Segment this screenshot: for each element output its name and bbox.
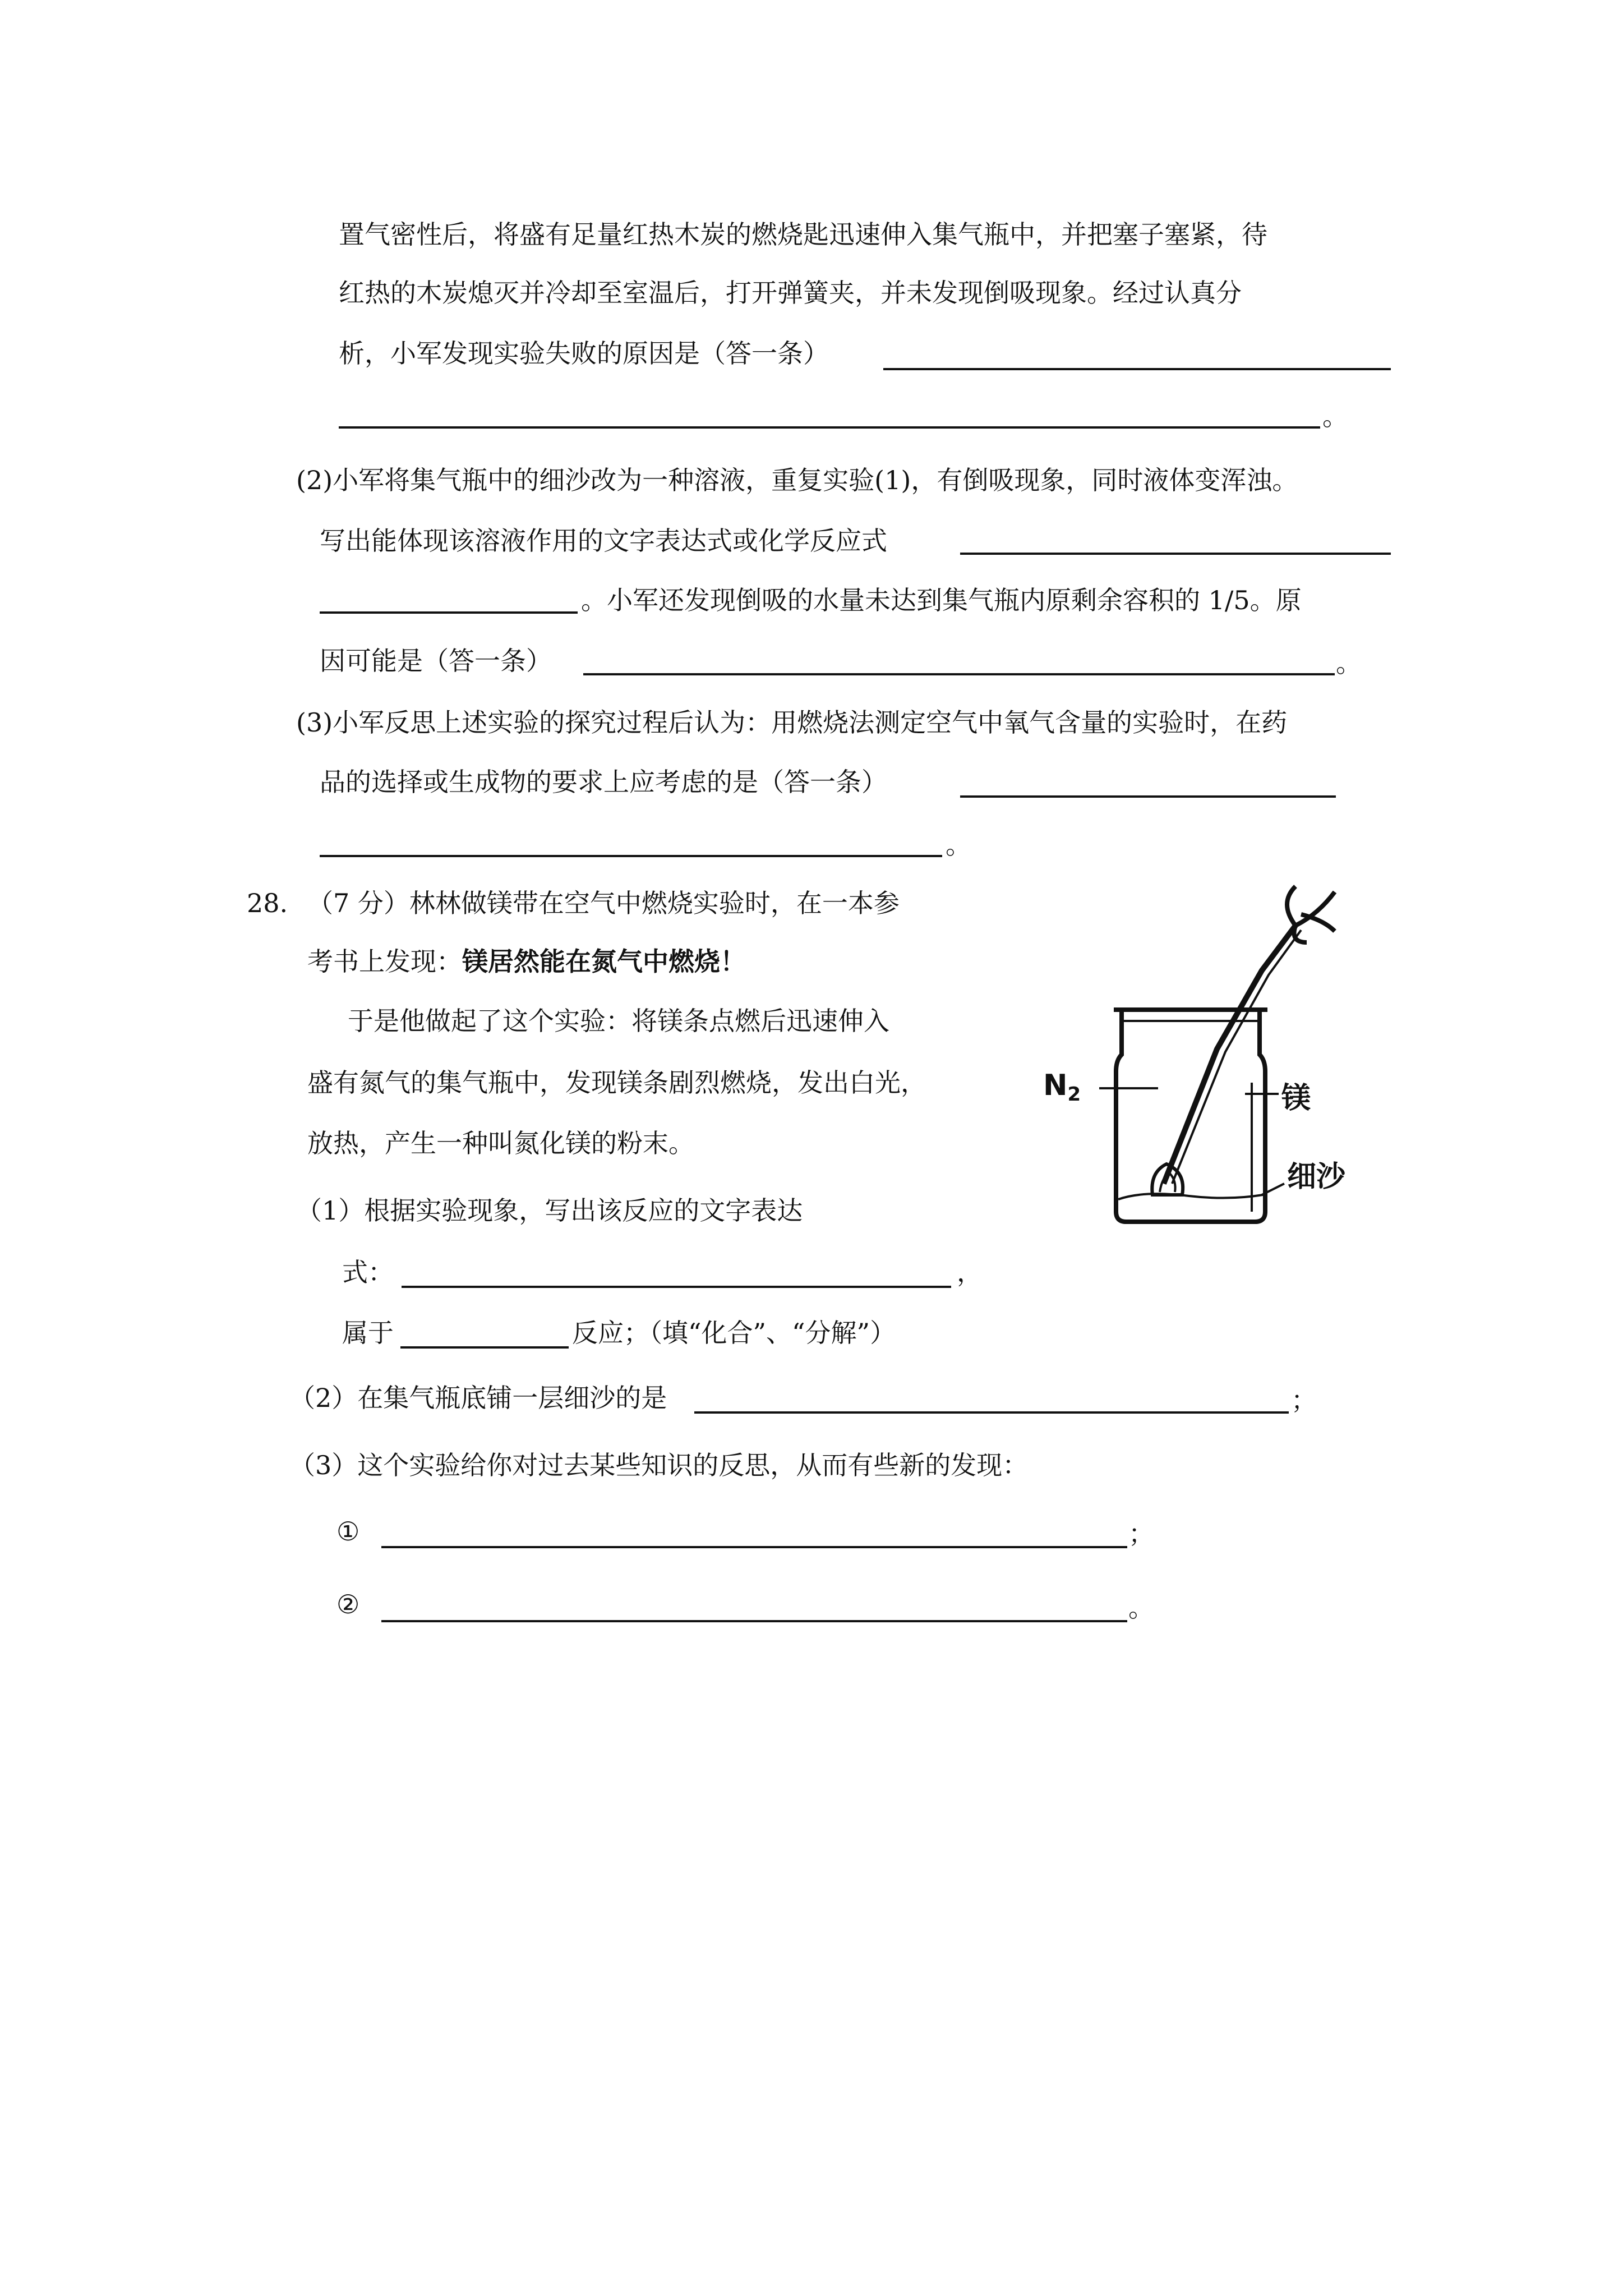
q27-part2-line2: 写出能体现该溶液作用的文字表达式或化学反应式 <box>320 526 887 556</box>
q28-line2-prefix: 考书上发现： <box>307 946 462 977</box>
sand-label: 细沙 <box>1287 1160 1346 1194</box>
gas-jar-diagram <box>1032 881 1436 1228</box>
q28-line4: 盛有氮气的集气瓶中，发现镁条剧烈燃烧，发出白光， <box>307 1068 926 1098</box>
answer-blank-q27-3a[interactable] <box>960 795 1336 798</box>
experiment-figure <box>1032 881 1436 1228</box>
q27-line3: 析，小军发现实验失败的原因是（答一条） <box>339 338 829 369</box>
nitrogen-subscript: 2 <box>1067 1083 1081 1106</box>
answer-blank-q27-3b[interactable] <box>320 855 942 857</box>
q27-part3-line2: 品的选择或生成物的要求上应考虑的是（答一条） <box>320 767 887 797</box>
q28-line2 <box>307 945 746 978</box>
q27-part3-line1: (3)小军反思上述实验的探究过程后认为：用燃烧法测定空气中氧气含量的实验时，在药 <box>296 707 1288 738</box>
q28-item2-marker: ② <box>336 1589 360 1619</box>
answer-blank-q28-1b[interactable] <box>400 1346 569 1349</box>
q28-sub1-line3-suffix: 反应；（填“化合”、“分解”） <box>572 1318 896 1348</box>
q28-number: 28. <box>247 888 288 918</box>
magnesium-label: 镁 <box>1281 1082 1311 1115</box>
q27-part2-line4-end: 。 <box>1336 648 1362 678</box>
q28-sub3: （3）这个实验给你对过去某些知识的反思，从而有些新的发现： <box>289 1450 1029 1480</box>
answer-blank-q27-2b[interactable] <box>320 611 578 614</box>
q27-line2: 红热的木炭熄灭并冷却至室温后，打开弹簧夹，并未发现倒吸现象。经过认真分 <box>339 278 1242 308</box>
answer-blank-q28-2[interactable] <box>694 1411 1289 1414</box>
nitrogen-symbol: N <box>1043 1069 1068 1102</box>
q28-bold-statement: 镁居然能在氮气中燃烧！ <box>462 946 746 977</box>
q28-item1-marker: ① <box>336 1516 360 1547</box>
q28-item1-end: ； <box>1128 1519 1154 1549</box>
q28-line3: 于是他做起了这个实验：将镁条点燃后迅速伸入 <box>348 1006 889 1036</box>
answer-blank-q27-2c[interactable] <box>583 673 1335 675</box>
q28-item2-end: 。 <box>1128 1593 1154 1623</box>
q28-line5: 放热，产生一种叫氮化镁的粉末。 <box>307 1128 694 1158</box>
nitrogen-label <box>1043 1069 1081 1106</box>
q28-sub1-line2-end: ， <box>957 1257 983 1287</box>
q27-part3-line3-end: 。 <box>946 830 971 860</box>
answer-blank-q28-1a[interactable] <box>402 1286 951 1288</box>
answer-blank-q27-2a[interactable] <box>960 553 1391 555</box>
q27-line4-end: 。 <box>1322 401 1348 431</box>
answer-blank-q28-3-1[interactable] <box>381 1546 1127 1548</box>
answer-blank-q27-1b[interactable] <box>339 426 1320 429</box>
answer-blank-q28-3-2[interactable] <box>381 1620 1127 1622</box>
q28-line1: （7 分）林林做镁带在空气中燃烧实验时，在一本参 <box>307 888 900 918</box>
q27-part2-line1: (2)小军将集气瓶中的细沙改为一种溶液，重复实验(1)，有倒吸现象，同时液体变浑浊。 <box>296 465 1298 495</box>
q28-sub2-end: ； <box>1291 1385 1317 1415</box>
q28-sub1-line1: （1）根据实验现象，写出该反应的文字表达 <box>296 1195 803 1226</box>
q28-sub1-line3-prefix: 属于 <box>342 1318 394 1348</box>
answer-blank-q27-1a[interactable] <box>883 368 1391 370</box>
q27-part2-line3: 。小军还发现倒吸的水量未达到集气瓶内原剩余容积的 1/5。原 <box>581 585 1302 615</box>
q28-sub2: （2）在集气瓶底铺一层细沙的是 <box>289 1383 667 1413</box>
q27-part2-line4: 因可能是（答一条） <box>320 646 552 676</box>
q28-sub1-line2: 式： <box>342 1257 394 1287</box>
q27-line1: 置气密性后，将盛有足量红热木炭的燃烧匙迅速伸入集气瓶中，并把塞子塞紧，待 <box>339 219 1267 250</box>
